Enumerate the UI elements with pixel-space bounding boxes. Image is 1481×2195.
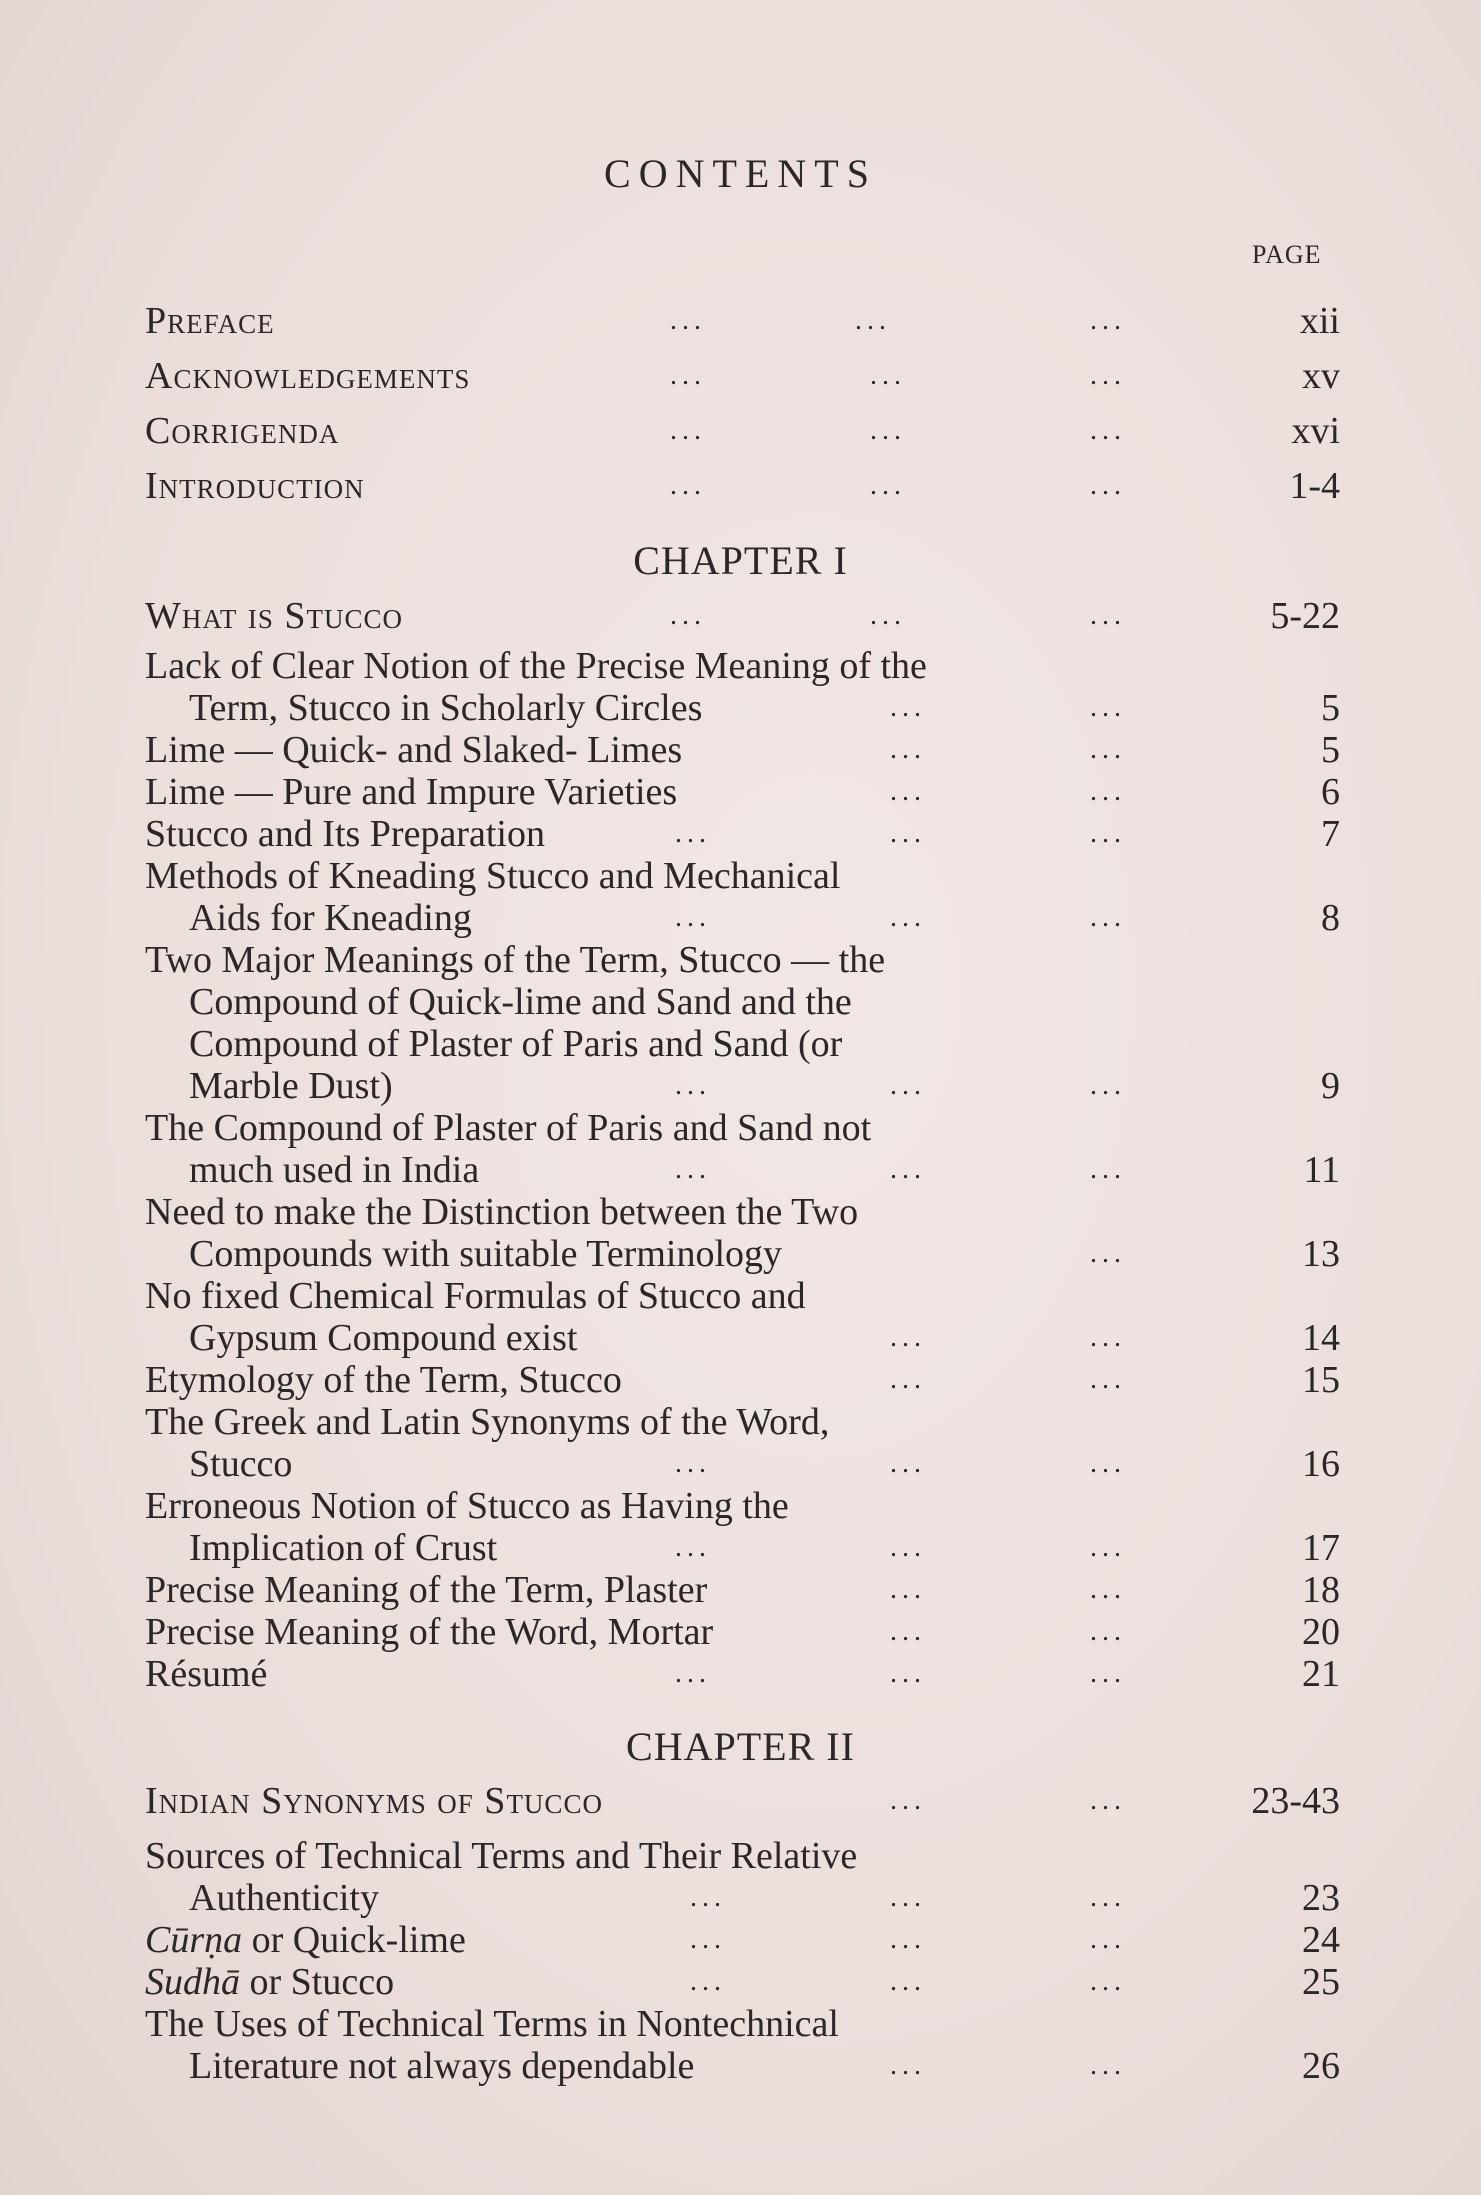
entry-line: Authenticity <box>189 1877 379 1919</box>
entry-page: 5 <box>1321 687 1340 729</box>
entry-page: 21 <box>1302 1653 1340 1695</box>
entry-line: Lack of Clear Notion of the Precise Meaning of the <box>145 645 927 687</box>
leader-dots: ... <box>1090 600 1126 631</box>
entry-line: The Uses of Technical Terms in Nontechnical <box>145 2003 839 2045</box>
leader-dots: ... <box>690 1924 726 1955</box>
entry-text: or Stucco <box>240 1961 395 2003</box>
leader-dots: ... <box>675 1154 711 1185</box>
leader-dots: ... <box>870 360 906 391</box>
leader-dots: ... <box>870 470 906 501</box>
leader-dots: ... <box>690 1966 726 1997</box>
entry-line: Sources of Technical Terms and Their Relative <box>145 1835 858 1877</box>
entry-page: 7 <box>1321 813 1340 855</box>
leader-dots: ... <box>1090 776 1126 807</box>
leader-dots: ... <box>890 1154 926 1185</box>
leader-dots: ... <box>890 1070 926 1101</box>
entry-line: Methods of Kneading Stucco and Mechanical <box>145 855 841 897</box>
leader-dots: ... <box>1090 734 1126 765</box>
entry-line: Precise Meaning of the Word, Mortar <box>145 1611 714 1653</box>
entry-title: Corrigenda <box>145 410 340 452</box>
entry-page: xv <box>1302 355 1340 397</box>
entry-page: 8 <box>1321 897 1340 939</box>
leader-dots: ... <box>670 600 706 631</box>
entry-page: 18 <box>1302 1569 1340 1611</box>
leader-dots: ... <box>890 1924 926 1955</box>
entry-page: 26 <box>1302 2045 1340 2087</box>
leader-dots: ... <box>890 1882 926 1913</box>
leader-dots: ... <box>1090 692 1126 723</box>
entry-page: 1-4 <box>1289 465 1340 507</box>
leader-dots: ... <box>675 1448 711 1479</box>
leader-dots: ... <box>1090 1966 1126 1997</box>
leader-dots: ... <box>1090 1364 1126 1395</box>
leader-dots: ... <box>1090 305 1126 336</box>
leader-dots: ... <box>675 1070 711 1101</box>
leader-dots: ... <box>690 1882 726 1913</box>
entry-line: Etymology of the Term, Stucco <box>145 1359 622 1401</box>
entry-term: Sudhā <box>145 1961 240 2003</box>
chapter-1-heading: CHAPTER I <box>633 538 848 583</box>
entry-line: Implication of Crust <box>189 1527 498 1569</box>
leader-dots: ... <box>1090 1532 1126 1563</box>
leader-dots: ... <box>870 415 906 446</box>
leader-dots: ... <box>1090 1658 1126 1689</box>
entry-line: Lime — Quick- and Slaked- Limes <box>145 729 683 771</box>
entry-line <box>145 1919 466 1961</box>
leader-dots: ... <box>1090 1785 1126 1816</box>
leader-dots: ... <box>890 818 926 849</box>
leader-dots: ... <box>890 2050 926 2081</box>
leader-dots: ... <box>1090 1070 1126 1101</box>
entry-line: Marble Dust) <box>189 1065 393 1107</box>
entry-line: Erroneous Notion of Stucco as Having the <box>145 1485 789 1527</box>
leader-dots: ... <box>670 415 706 446</box>
entry-page: 11 <box>1303 1149 1340 1191</box>
entry-page: 6 <box>1321 771 1340 813</box>
entry-line: Compounds with suitable Terminology <box>189 1233 783 1275</box>
leader-dots: ... <box>890 734 926 765</box>
entry-page: 23 <box>1302 1877 1340 1919</box>
leader-dots: ... <box>1090 1154 1126 1185</box>
entry-line: The Greek and Latin Synonyms of the Word, <box>145 1401 830 1443</box>
leader-dots: ... <box>890 1966 926 1997</box>
leader-dots: ... <box>890 1532 926 1563</box>
entry-line: Stucco <box>189 1443 293 1485</box>
entry-line <box>145 1961 394 2003</box>
entry-line: Stucco and Its Preparation <box>145 813 545 855</box>
entry-page: 13 <box>1302 1233 1340 1275</box>
leader-dots: ... <box>1090 1448 1126 1479</box>
entry-page: 5 <box>1321 729 1340 771</box>
leader-dots: ... <box>675 1658 711 1689</box>
entry-title: What is Stucco <box>145 595 404 637</box>
entry-line: Need to make the Distinction between the Two <box>145 1191 859 1233</box>
entry-text: or Quick-lime <box>242 1919 466 1961</box>
leader-dots: ... <box>1090 360 1126 391</box>
entry-page: 24 <box>1302 1919 1340 1961</box>
entry-line: The Compound of Plaster of Paris and Sand not <box>145 1107 872 1149</box>
entry-page: xii <box>1299 300 1340 342</box>
leader-dots: ... <box>1090 902 1126 933</box>
entry-line: Term, Stucco in Scholarly Circles <box>189 687 703 729</box>
leader-dots: ... <box>670 360 706 391</box>
leader-dots: ... <box>1090 1924 1126 1955</box>
contents-heading: CONTENTS <box>604 151 877 196</box>
entry-page: 23-43 <box>1251 1780 1340 1822</box>
leader-dots: ... <box>670 470 706 501</box>
entry-title: Preface <box>145 300 275 342</box>
entry-line: Gypsum Compound exist <box>189 1317 578 1359</box>
leader-dots: ... <box>855 305 891 336</box>
leader-dots: ... <box>890 902 926 933</box>
entry-page: 16 <box>1302 1443 1340 1485</box>
entry-title: Acknowledgements <box>145 355 471 397</box>
entry-line: No fixed Chemical Formulas of Stucco and <box>145 1275 806 1317</box>
leader-dots: ... <box>890 1785 926 1816</box>
leader-dots: ... <box>890 1322 926 1353</box>
leader-dots: ... <box>890 1364 926 1395</box>
leader-dots: ... <box>1090 1574 1126 1605</box>
entry-line: Lime — Pure and Impure Varieties <box>145 771 678 813</box>
leader-dots: ... <box>675 902 711 933</box>
leader-dots: ... <box>1090 1616 1126 1647</box>
entry-line: Two Major Meanings of the Term, Stucco — the <box>145 939 886 981</box>
leader-dots: ... <box>890 1574 926 1605</box>
entry-line: much used in India <box>189 1149 480 1191</box>
leader-dots: ... <box>890 1616 926 1647</box>
leader-dots: ... <box>1090 1882 1126 1913</box>
leader-dots: ... <box>890 692 926 723</box>
leader-dots: ... <box>1090 470 1126 501</box>
entry-line: Compound of Quick-lime and Sand and the <box>189 981 852 1023</box>
page-column-label: PAGE <box>1252 240 1322 269</box>
leader-dots: ... <box>675 818 711 849</box>
leader-dots: ... <box>870 600 906 631</box>
entry-title: Introduction <box>145 465 365 507</box>
entry-page: 9 <box>1321 1065 1340 1107</box>
entry-line: Compound of Plaster of Paris and Sand (or <box>189 1023 843 1065</box>
leader-dots: ... <box>1090 1238 1126 1269</box>
entry-title: Indian Synonyms of Stucco <box>145 1780 603 1822</box>
entry-page: 20 <box>1302 1611 1340 1653</box>
leader-dots: ... <box>890 1658 926 1689</box>
entry-page: xvi <box>1291 410 1340 452</box>
leader-dots: ... <box>890 1448 926 1479</box>
leader-dots: ... <box>1090 818 1126 849</box>
leader-dots: ... <box>675 1532 711 1563</box>
leader-dots: ... <box>670 305 706 336</box>
chapter-2-heading: CHAPTER II <box>626 1724 855 1769</box>
entry-line: Résumé <box>145 1653 268 1695</box>
leader-dots: ... <box>1090 415 1126 446</box>
entry-line: Precise Meaning of the Term, Plaster <box>145 1569 708 1611</box>
leader-dots: ... <box>1090 1322 1126 1353</box>
entry-term: Cūrṇa <box>145 1919 243 1961</box>
entry-page: 15 <box>1302 1359 1340 1401</box>
entry-line: Aids for Kneading <box>189 897 472 939</box>
leader-dots: ... <box>1090 2050 1126 2081</box>
entry-page: 17 <box>1302 1527 1340 1569</box>
entry-page: 14 <box>1302 1317 1340 1359</box>
entry-line: Literature not always dependable <box>189 2045 695 2087</box>
leader-dots: ... <box>890 776 926 807</box>
entry-page: 5-22 <box>1270 595 1340 637</box>
entry-page: 25 <box>1302 1961 1340 2003</box>
